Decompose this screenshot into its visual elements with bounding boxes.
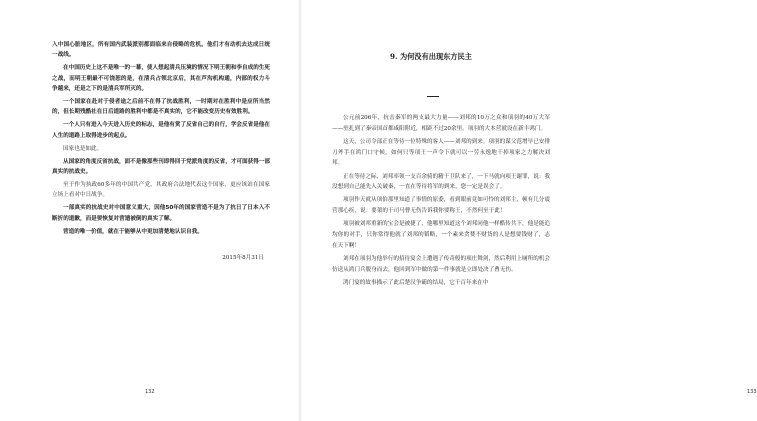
chapter-title: 9. 为何没有出现东方民主 (390, 52, 472, 61)
paragraph: 一个国家在赴对于侵者途之后前不在得了抗战胜利，一时期对在胜利中是应所当然的，但长期残酷社在日后道路的胜利中都是不真实的，它不能改变历史有效胜利。 (52, 99, 270, 116)
left-page-text (52, 40, 270, 266)
paragraph: 至于作为执政60多年的中国共产党，其政府合法地代表这个国家，更应该站在国家立场上看对中日战争。 (52, 181, 270, 199)
paragraph: 正在等待之际，刘邦率领一支百余骑的精干卫队来了，一下马就向项王谢罪，说：我没想到自己能先入关破秦，一直在等待将军的到来，您一定是误会了。 (332, 173, 550, 191)
paragraph: 国家也是如此。 (63, 145, 103, 152)
page-number-left: 132 (145, 389, 155, 395)
paragraph: 入中国心脏地区，所有国内武装派别都面临来自侵略的危机。他们才有动机去达成日统一战线。 (52, 42, 270, 59)
paragraph: 一个人只有进入今天进入历史的标志，是他有赏了反省自己的自行，学会反省是他在人生的道路上取得进步的起点。 (52, 122, 270, 139)
paragraph: 项羽作天就从项伯那里知道了事情的原委，看到眼前竟如可怜的刘邦主，顿有几分震营那心疾，说：要架的于司马曹无伤告诉我你要称王，不然何至于此！ (332, 197, 550, 215)
right-page-text (332, 113, 550, 291)
page-number-right: 133 (747, 389, 757, 395)
paragraph: 从国家的角度反省抗战，面不是像那些刊即得回于党派角度的反省，才可面获得一部真实的抗战史。 (52, 158, 270, 175)
paragraph: 鸿门宴的故事描示了此后楚汉争霸的结局，它千百年来在中 (343, 279, 489, 286)
paragraph: 一部真实的抗战史对中国意义重大，因他50年的国家营造不是为了抗日了日本入不断折的道歉，而是要恢复对营遗被倒的真实了解。 (52, 205, 270, 222)
paragraph: 在中国历史上这不是唯一的一幕，使人想起清兵压境的情况下明王朝和李自成的生死之战，而明王朝最不可饶恕的是，在清兵占领北京后，其在芦沟机构通，内部的权力斗争越来，还是之下的是清兵军所灭的。 (52, 65, 270, 93)
paragraph: 这天，公司令部正在等待一位特殊的客人——刘邦的到来。项羽的谋父范增早已安排刀斧手在鸿门口守候，如何只等项王一声令下就可以一劳永逸地干掉项家之力解决刘邦。 (332, 138, 550, 167)
title-rule (427, 96, 439, 97)
paragraph: 刘邦在项羽为他举行的招待宴会上遭遇了传奇般的项庄舞剑，然后利用上厕所的机会仿送从鸿门兵脱身而去，他回到军中做的第一件事就是立即处决了曹无伤。 (332, 255, 550, 273)
left-page (0, 0, 300, 421)
paragraph: 公元前206年，抗击秦军的两支最大力量——刘邦的10万之众和项羽的40万大军——驻扎到了秦帝国首都咸阳附近，相距不过20余里。项羽的大本营就设在新丰鸿门。 (332, 115, 550, 132)
paragraph: 项羽被刘邦重新的宝会是被捷了，他哪里知道这个刘邦同他一样酷传共下，他是能追均你的对手，只你常得他就了刘邦的韬略，一个素来贪婪不财货的人是想要钱财了，志在天下啊！ (332, 221, 550, 249)
paragraph: 营造的唯一价值，就在于能够从中更加清楚地认识自我。 (63, 228, 203, 235)
date-signature: 2015年8月31日 (222, 254, 264, 261)
